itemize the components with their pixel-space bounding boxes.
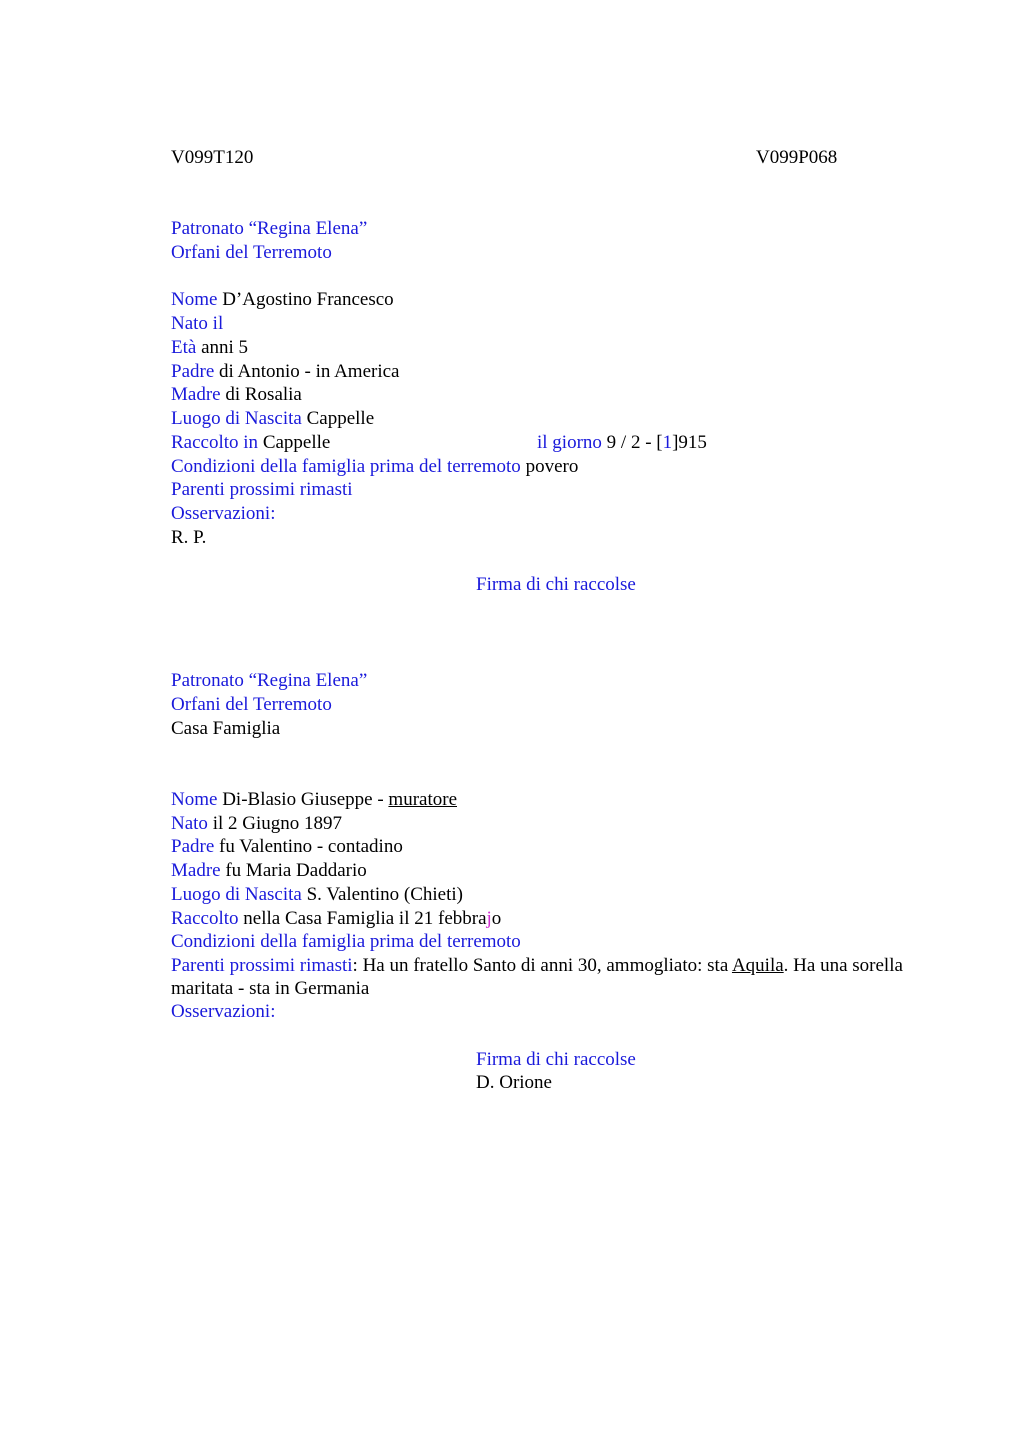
- firma-value: D. Orione: [476, 1072, 552, 1094]
- field-parenti: Parenti prossimi rimasti: [171, 479, 353, 501]
- field-giorno: il giorno 9 / 2 - [1]915: [537, 431, 707, 453]
- field-condizioni: Condizioni della famiglia prima del terremoto povero: [171, 455, 579, 477]
- field-padre: Padre di Antonio - in America: [171, 360, 400, 382]
- field-nome: Nome Di-Blasio Giuseppe - muratore: [171, 788, 457, 810]
- orfani-title: Orfani del Terremoto: [171, 693, 332, 715]
- field-raccolto: Raccolto in Cappelle il giorno 9 / 2 - [1]915: [171, 431, 707, 453]
- field-nato: Nato il 2 Giugno 1897: [171, 812, 342, 834]
- field-nato: Nato il: [171, 313, 224, 334]
- field-padre: Padre fu Valentino - contadino: [171, 836, 403, 858]
- field-condizioni: Condizioni della famiglia prima del terremoto: [171, 931, 521, 953]
- field-nome: Nome D’Agostino Francesco: [171, 289, 394, 311]
- document-code-left: V099T120: [171, 147, 254, 168]
- field-eta: Età anni 5: [171, 336, 249, 358]
- document-code-right: V099P068: [756, 147, 838, 168]
- orfani-title: Orfani del Terremoto: [171, 241, 332, 263]
- record-1: [171, 217, 931, 597]
- record-2: [171, 669, 931, 1095]
- firma-label: Firma di chi raccolse: [476, 1048, 636, 1070]
- field-luogo-nascita: Luogo di Nascita S. Valentino (Chieti): [171, 883, 463, 905]
- field-madre: Madre di Rosalia: [171, 384, 302, 406]
- field-raccolto: Raccolto nella Casa Famiglia il 21 febbrajo: [171, 907, 502, 929]
- field-osservazioni: Osservazioni:: [171, 503, 276, 524]
- patronato-title: Patronato “Regina Elena”: [171, 670, 368, 691]
- patronato-title: Patronato “Regina Elena”: [171, 218, 368, 239]
- firma-label: Firma di chi raccolse: [476, 574, 636, 596]
- field-luogo-nascita: Luogo di Nascita Cappelle: [171, 408, 375, 429]
- field-madre: Madre fu Maria Daddario: [171, 860, 367, 881]
- field-parenti: Parenti prossimi rimasti: Ha un fratello Santo di anni 30, ammogliato: sta Aquila. Ha una sorella maritata - sta in Germania: [171, 955, 903, 999]
- osservazioni-value: R. P.: [171, 526, 207, 548]
- field-osservazioni: Osservazioni:: [171, 1001, 276, 1022]
- casa-famiglia: Casa Famiglia: [171, 717, 281, 739]
